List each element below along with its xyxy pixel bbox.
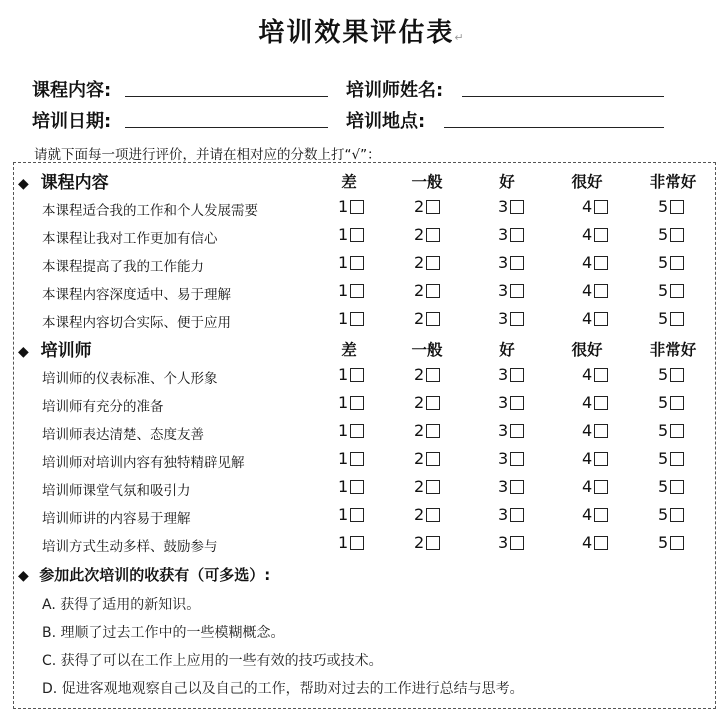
score-option-4[interactable] (582, 421, 608, 440)
checkbox[interactable] (426, 312, 440, 326)
rating-header: 好 (499, 341, 515, 359)
diamond-bullet-icon: ◆ (18, 344, 29, 360)
checkbox[interactable] (670, 312, 684, 326)
section-title-text: 课程内容 (40, 173, 109, 193)
trainer-name-label: 培训师姓名: (346, 80, 444, 101)
score-option-5[interactable] (658, 281, 684, 300)
checkbox[interactable] (594, 452, 608, 466)
checkbox[interactable] (350, 452, 364, 466)
score-option-1[interactable] (338, 253, 364, 272)
score-number: 5 (658, 533, 669, 552)
score-option-3[interactable] (498, 477, 524, 496)
checkbox[interactable] (670, 228, 684, 242)
rating-header: 差 (341, 173, 357, 191)
score-number: 3 (498, 421, 509, 440)
score-option-1[interactable] (338, 505, 364, 524)
score-number: 4 (582, 365, 593, 384)
score-option-3[interactable] (498, 393, 524, 412)
score-number: 3 (498, 393, 509, 412)
score-number: 4 (582, 393, 593, 412)
checkbox[interactable] (426, 228, 440, 242)
score-option-3[interactable] (498, 449, 524, 468)
checkbox[interactable] (670, 396, 684, 410)
score-option-2[interactable] (414, 281, 440, 300)
gains-title-text: 参加此次培训的收获有（可多选）: (39, 566, 271, 584)
checkbox[interactable] (510, 312, 524, 326)
score-option-1[interactable] (338, 477, 364, 496)
checkbox[interactable] (594, 480, 608, 494)
score-option-2[interactable] (414, 309, 440, 328)
checkbox[interactable] (350, 256, 364, 270)
score-number: 2 (414, 477, 425, 496)
checkbox[interactable] (350, 284, 364, 298)
rating-item-label: 培训师有充分的准备 (42, 399, 164, 415)
rating-header: 很好 (571, 341, 603, 359)
score-number: 1 (338, 253, 349, 272)
score-number: 5 (658, 281, 669, 300)
checkbox[interactable] (594, 424, 608, 438)
checkbox[interactable] (350, 480, 364, 494)
score-number: 4 (582, 225, 593, 244)
score-number: 1 (338, 449, 349, 468)
score-option-1[interactable] (338, 421, 364, 440)
checkbox[interactable] (426, 424, 440, 438)
score-option-2[interactable] (414, 253, 440, 272)
score-option-5[interactable] (658, 393, 684, 412)
checkbox[interactable] (510, 396, 524, 410)
score-option-3[interactable] (498, 505, 524, 524)
date-label: 培训日期: (32, 111, 112, 132)
score-number: 4 (582, 281, 593, 300)
gain-option-b[interactable]: B. 理顺了过去工作中的一些模糊概念。 (42, 625, 285, 641)
score-number: 5 (658, 421, 669, 440)
score-option-3[interactable] (498, 421, 524, 440)
rating-item-label: 本课程提高了我的工作能力 (42, 259, 204, 275)
checkbox[interactable] (594, 312, 608, 326)
score-number: 4 (582, 505, 593, 524)
score-number: 1 (338, 197, 349, 216)
score-number: 3 (498, 477, 509, 496)
course-content-field[interactable] (125, 96, 328, 97)
score-number: 1 (338, 477, 349, 496)
score-number: 4 (582, 449, 593, 468)
checkbox[interactable] (594, 536, 608, 550)
score-option-4[interactable] (582, 281, 608, 300)
score-option-4[interactable] (582, 505, 608, 524)
score-option-5[interactable] (658, 533, 684, 552)
score-number: 2 (414, 309, 425, 328)
score-number: 1 (338, 393, 349, 412)
score-number: 3 (498, 365, 509, 384)
score-option-5[interactable] (658, 477, 684, 496)
score-option-3[interactable] (498, 253, 524, 272)
score-number: 2 (414, 421, 425, 440)
rating-header: 一般 (411, 173, 443, 191)
checkbox[interactable] (594, 368, 608, 382)
checkbox[interactable] (350, 200, 364, 214)
score-option-5[interactable] (658, 449, 684, 468)
gain-option-c[interactable]: C. 获得了可以在工作上应用的一些有效的技巧或技术。 (42, 653, 383, 669)
score-number: 4 (582, 533, 593, 552)
checkbox[interactable] (350, 228, 364, 242)
score-number: 5 (658, 393, 669, 412)
title-text: 培训效果评估表 (258, 18, 455, 48)
checkbox[interactable] (670, 424, 684, 438)
checkbox[interactable] (670, 508, 684, 522)
section-1-title (18, 336, 92, 361)
location-field[interactable] (444, 127, 664, 128)
date-field[interactable] (125, 127, 328, 128)
checkbox[interactable] (670, 536, 684, 550)
score-number: 5 (658, 225, 669, 244)
score-option-5[interactable] (658, 421, 684, 440)
checkbox[interactable] (426, 480, 440, 494)
score-number: 1 (338, 533, 349, 552)
checkbox[interactable] (670, 368, 684, 382)
checkbox[interactable] (350, 424, 364, 438)
checkbox[interactable] (594, 284, 608, 298)
checkbox[interactable] (510, 368, 524, 382)
score-option-2[interactable] (414, 477, 440, 496)
rating-item-label: 培训师讲的内容易于理解 (42, 511, 191, 527)
gain-option-d[interactable]: D. 促进客观地观察自己以及自己的工作，帮助对过去的工作进行总结与思考。 (42, 681, 524, 697)
rating-item-label: 本课程内容切合实际、便于应用 (42, 315, 231, 331)
score-number: 2 (414, 253, 425, 272)
checkbox[interactable] (510, 256, 524, 270)
score-option-2[interactable] (414, 421, 440, 440)
score-option-2[interactable] (414, 505, 440, 524)
score-number: 5 (658, 197, 669, 216)
score-option-5[interactable] (658, 197, 684, 216)
score-option-1[interactable] (338, 393, 364, 412)
score-number: 1 (338, 421, 349, 440)
score-number: 5 (658, 253, 669, 272)
rating-item-label: 培训师课堂气氛和吸引力 (42, 483, 191, 499)
gain-option-a[interactable]: A. 获得了适用的新知识。 (42, 597, 201, 613)
rating-header: 非常好 (649, 341, 697, 359)
score-number: 3 (498, 281, 509, 300)
location-label: 培训地点: (346, 111, 426, 132)
score-option-2[interactable] (414, 449, 440, 468)
score-number: 3 (498, 309, 509, 328)
rating-item-label: 本课程内容深度适中、易于理解 (42, 287, 231, 303)
score-option-5[interactable] (658, 309, 684, 328)
trainer-name-field[interactable] (462, 96, 664, 97)
score-number: 3 (498, 225, 509, 244)
score-number: 4 (582, 421, 593, 440)
score-number: 3 (498, 449, 509, 468)
score-option-2[interactable] (414, 197, 440, 216)
paragraph-mark: ↵ (454, 31, 466, 44)
score-option-4[interactable] (582, 393, 608, 412)
checkbox[interactable] (594, 256, 608, 270)
section-0-title (18, 168, 109, 193)
score-number: 2 (414, 281, 425, 300)
rating-header: 很好 (571, 173, 603, 191)
score-option-3[interactable] (498, 281, 524, 300)
checkbox[interactable] (426, 284, 440, 298)
score-option-1[interactable] (338, 449, 364, 468)
score-option-1[interactable] (338, 365, 364, 384)
score-option-3[interactable] (498, 533, 524, 552)
score-number: 1 (338, 225, 349, 244)
score-number: 3 (498, 197, 509, 216)
checkbox[interactable] (670, 480, 684, 494)
score-number: 1 (338, 309, 349, 328)
score-number: 4 (582, 309, 593, 328)
score-option-1[interactable] (338, 309, 364, 328)
score-option-4[interactable] (582, 309, 608, 328)
checkbox[interactable] (670, 452, 684, 466)
score-option-5[interactable] (658, 365, 684, 384)
score-number: 1 (338, 281, 349, 300)
rating-item-label: 培训师表达清楚、态度友善 (42, 427, 204, 443)
score-number: 3 (498, 253, 509, 272)
score-number: 1 (338, 365, 349, 384)
checkbox[interactable] (426, 396, 440, 410)
score-option-3[interactable] (498, 225, 524, 244)
page-title (0, 12, 724, 49)
checkbox[interactable] (594, 228, 608, 242)
score-option-3[interactable] (498, 309, 524, 328)
checkbox[interactable] (426, 452, 440, 466)
checkbox[interactable] (426, 256, 440, 270)
rating-item-label: 本课程适合我的工作和个人发展需要 (42, 203, 258, 219)
checkbox[interactable] (670, 284, 684, 298)
score-option-5[interactable] (658, 225, 684, 244)
course-content-label: 课程内容: (32, 80, 112, 101)
checkbox[interactable] (510, 284, 524, 298)
score-option-3[interactable] (498, 365, 524, 384)
score-number: 5 (658, 477, 669, 496)
checkbox[interactable] (350, 368, 364, 382)
checkbox[interactable] (350, 312, 364, 326)
score-option-4[interactable] (582, 477, 608, 496)
score-number: 1 (338, 505, 349, 524)
score-option-4[interactable] (582, 449, 608, 468)
score-number: 2 (414, 393, 425, 412)
score-option-3[interactable] (498, 197, 524, 216)
score-number: 2 (414, 365, 425, 384)
checkbox[interactable] (510, 480, 524, 494)
diamond-bullet-icon: ◆ (18, 568, 29, 584)
score-number: 2 (414, 449, 425, 468)
checkbox[interactable] (426, 368, 440, 382)
checkbox[interactable] (594, 396, 608, 410)
checkbox[interactable] (510, 536, 524, 550)
checkbox[interactable] (426, 508, 440, 522)
rating-item-label: 培训师对培训内容有独特精辟见解 (42, 455, 245, 471)
checkbox[interactable] (350, 536, 364, 550)
checkbox[interactable] (510, 424, 524, 438)
checkbox[interactable] (510, 508, 524, 522)
gains-section-title (18, 564, 270, 585)
score-option-4[interactable] (582, 197, 608, 216)
checkbox[interactable] (426, 536, 440, 550)
checkbox[interactable] (670, 256, 684, 270)
checkbox[interactable] (350, 508, 364, 522)
rating-header: 差 (341, 341, 357, 359)
score-option-2[interactable] (414, 533, 440, 552)
score-option-1[interactable] (338, 197, 364, 216)
score-option-5[interactable] (658, 505, 684, 524)
score-number: 5 (658, 365, 669, 384)
rating-header: 非常好 (649, 173, 697, 191)
checkbox[interactable] (594, 508, 608, 522)
score-number: 5 (658, 449, 669, 468)
instruction-text: 请就下面每一项进行评价，并请在相对应的分数上打“√”： (34, 147, 381, 163)
score-number: 2 (414, 225, 425, 244)
score-number: 3 (498, 533, 509, 552)
score-option-2[interactable] (414, 365, 440, 384)
checkbox[interactable] (426, 200, 440, 214)
score-number: 4 (582, 253, 593, 272)
score-number: 2 (414, 533, 425, 552)
score-number: 2 (414, 197, 425, 216)
rating-item-label: 培训方式生动多样、鼓励参与 (42, 539, 218, 555)
score-option-5[interactable] (658, 253, 684, 272)
rating-item-label: 本课程让我对工作更加有信心 (42, 231, 218, 247)
section-title-text: 培训师 (40, 341, 92, 361)
score-option-1[interactable] (338, 533, 364, 552)
rating-item-label: 培训师的仪表标准、个人形象 (42, 371, 218, 387)
diamond-bullet-icon: ◆ (18, 176, 29, 192)
checkbox[interactable] (510, 228, 524, 242)
score-number: 4 (582, 197, 593, 216)
checkbox[interactable] (510, 200, 524, 214)
score-option-4[interactable] (582, 533, 608, 552)
score-number: 5 (658, 309, 669, 328)
score-number: 5 (658, 505, 669, 524)
score-option-4[interactable] (582, 253, 608, 272)
score-option-1[interactable] (338, 225, 364, 244)
score-number: 4 (582, 477, 593, 496)
checkbox[interactable] (594, 200, 608, 214)
rating-header: 好 (499, 173, 515, 191)
checkbox[interactable] (670, 200, 684, 214)
score-option-2[interactable] (414, 393, 440, 412)
checkbox[interactable] (350, 396, 364, 410)
checkbox[interactable] (510, 452, 524, 466)
score-option-4[interactable] (582, 365, 608, 384)
score-option-2[interactable] (414, 225, 440, 244)
score-number: 2 (414, 505, 425, 524)
rating-header: 一般 (411, 341, 443, 359)
score-option-4[interactable] (582, 225, 608, 244)
score-option-1[interactable] (338, 281, 364, 300)
score-number: 3 (498, 505, 509, 524)
